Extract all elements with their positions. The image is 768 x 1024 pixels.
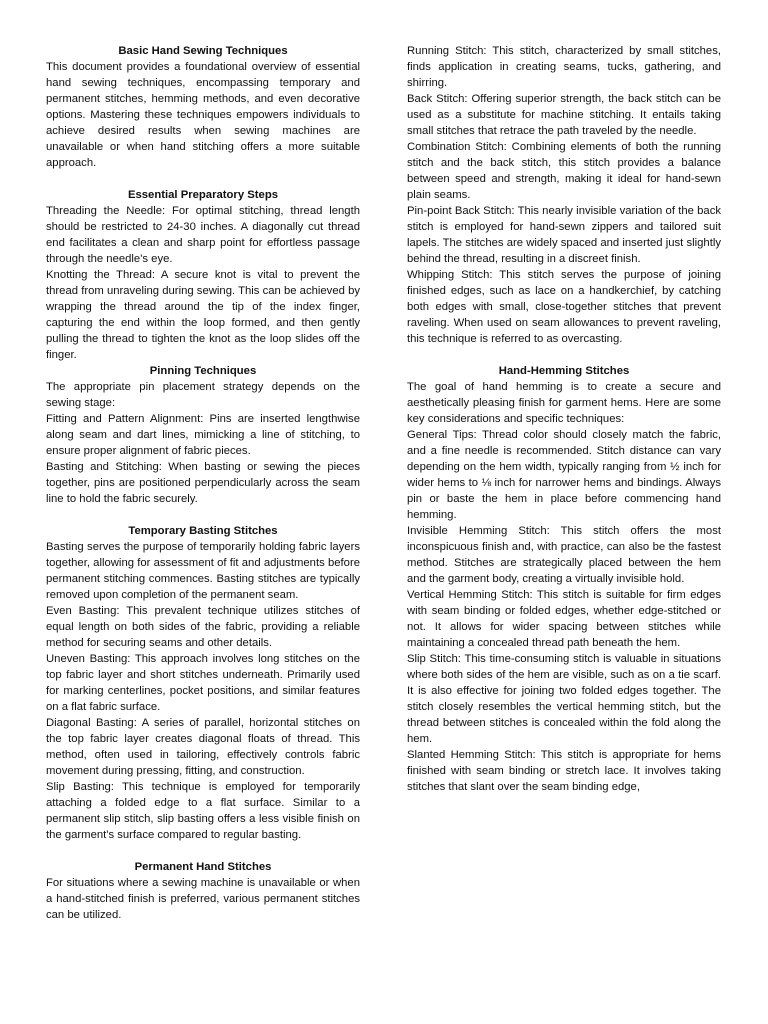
section-heading-pinning: Pinning Techniques [149,365,257,377]
section-heading-permanent: Permanent Hand Stitches [134,861,272,873]
paragraph-diagonal-basting: Diagonal Basting: A series of parallel, horizontal stitches on the top fabric layer creates diagonal floats of thread. This method, often used in tailoring, effectively controls fabric movement during pressing, fitting, and construction. [46,717,360,777]
paragraph-even-basting: Even Basting: This prevalent technique utilizes stitches of equal length on both sides of the fabric, providing a reliable method for securing seams and other details. [46,605,360,649]
section-heading-preparatory: Essential Preparatory Steps [127,189,279,201]
paragraph-back-stitch: Back Stitch: Offering superior strength, the back stitch can be used as a substitute for machine stitching. It entails taking small stitches that retrace the path traveled by the needle. [407,93,721,137]
left-column [46,43,360,923]
paragraph-whipping-stitch: Whipping Stitch: This stitch serves the purpose of joining finished edges, such as lace on a handkerchief, by catching both edges with small, close-together stitches that prevent raveling. When used on seam allowances to prevent raveling, this technique is referred to as overcasting. [407,269,721,345]
paragraph-knotting: Knotting the Thread: A secure knot is vital to prevent the thread from unraveling during sewing. This can be achieved by wrapping the thread around the tip of the index finger, capturing the end within the loop formed, and then gently pulling the thread to tighten the knot as the loop slides off the finger. [46,269,360,361]
spacer [46,171,360,187]
paragraph-uneven-basting: Uneven Basting: This approach involves long stitches on the top fabric layer and short stitches underneath. Primarily used for marking centerlines, pocket positions, and similar features on a flat fabric surface. [46,653,360,713]
section-heading-basting: Temporary Basting Stitches [128,525,278,537]
paragraph-combination-stitch: Combination Stitch: Combining elements of both the running stitch and the back stitch, this stitch provides a balance between speed and strength, making it ideal for hand-sewn plain seams. [407,141,721,201]
paragraph-pinning-basting: Basting and Stitching: When basting or sewing the pieces together, pins are positioned perpendicularly across the seam line to hold the fabric securely. [46,461,360,505]
paragraph-pinpoint-back-stitch: Pin-point Back Stitch: This nearly invisible variation of the back stitch is employed for hand-sewn zippers and tailored suit lapels. The stitches are widely spaced and inserted just slightly behind the thread, resulting in a discreet finish. [407,205,721,265]
paragraph-vertical-hemming: Vertical Hemming Stitch: This stitch is suitable for firm edges with seam binding or folded edges, whether edge-stitched or not. It allows for wider spacing between stitches while maintaining a concealed thread path beneath the hem. [407,589,721,649]
paragraph-threading: Threading the Needle: For optimal stitching, thread length should be restricted to 24-30 inches. A diagonally cut thread end facilitates a clean and sharp point for effortless passage through the needle's eye. [46,205,360,265]
paragraph-invisible-hemming: Invisible Hemming Stitch: This stitch offers the most inconspicuous finish and, with practice, can also be the fastest method. Stitches are strategically placed between the hem and the garment body, creating a virtually invisible hold. [407,525,721,585]
paragraph-permanent-intro: For situations where a sewing machine is unavailable or when a hand-stitched finish is preferred, various permanent stitches can be utilized. [46,877,360,921]
paragraph-running-stitch: Running Stitch: This stitch, characterized by small stitches, finds application in creating seams, tucks, gathering, and shirring. [407,45,721,89]
right-column [407,43,721,795]
intro-paragraph: This document provides a foundational overview of essential hand sewing techniques, encompassing temporary and permanent stitches, hemming methods, and even decorative options. Mastering these techniques empowers individuals to achieve desired results when sewing machines are unavailable or when hand stitching offers a more suitable approach. [46,61,360,169]
document-title: Basic Hand Sewing Techniques [118,45,288,57]
spacer [46,843,360,859]
paragraph-slip-stitch: Slip Stitch: This time-consuming stitch is valuable in situations where both sides of the hem are visible, such as on a tie scarf. It is also effective for joining two folded edges together. The stitch closely resembles the vertical hemming stitch, but the thread between stitches is concealed within the fold along the hem. [407,653,721,745]
section-heading-hemming: Hand-Hemming Stitches [498,365,630,377]
paragraph-slip-basting: Slip Basting: This technique is employed for temporarily attaching a folded edge to a flat surface. Similar to a permanent slip stitch, slip basting offers a less visible finish on the garment's surface compared to regular basting. [46,781,360,841]
paragraph-general-tips: General Tips: Thread color should closely match the fabric, and a fine needle is recommended. Stitch distance can vary depending on the hem width, typically ranging from ½ inch for wider hems to ⅛ inch for narrower hems and bindings. Always pin or baste the hem in place before commencing hand hemming. [407,429,721,521]
paragraph-pinning-fitting: Fitting and Pattern Alignment: Pins are inserted lengthwise along seam and dart lines, mimicking a line of stitching, to ensure proper alignment of fabric pieces. [46,413,360,457]
paragraph-hemming-intro: The goal of hand hemming is to create a secure and aesthetically pleasing finish for garment hems. Here are some key considerations and specific techniques: [407,381,721,425]
spacer [46,507,360,523]
paragraph-basting-intro: Basting serves the purpose of temporarily holding fabric layers together, allowing for assessment of fit and adjustments before permanent stitching commences. Basting stitches are typically removed upon completion of the permanent seam. [46,541,360,601]
paragraph-slanted-hemming: Slanted Hemming Stitch: This stitch is appropriate for hems finished with seam binding or stretch lace. It involves taking stitches that slant over the seam binding edge, [407,749,721,793]
spacer [407,347,721,363]
paragraph-pinning-intro: The appropriate pin placement strategy depends on the sewing stage: [46,381,360,409]
